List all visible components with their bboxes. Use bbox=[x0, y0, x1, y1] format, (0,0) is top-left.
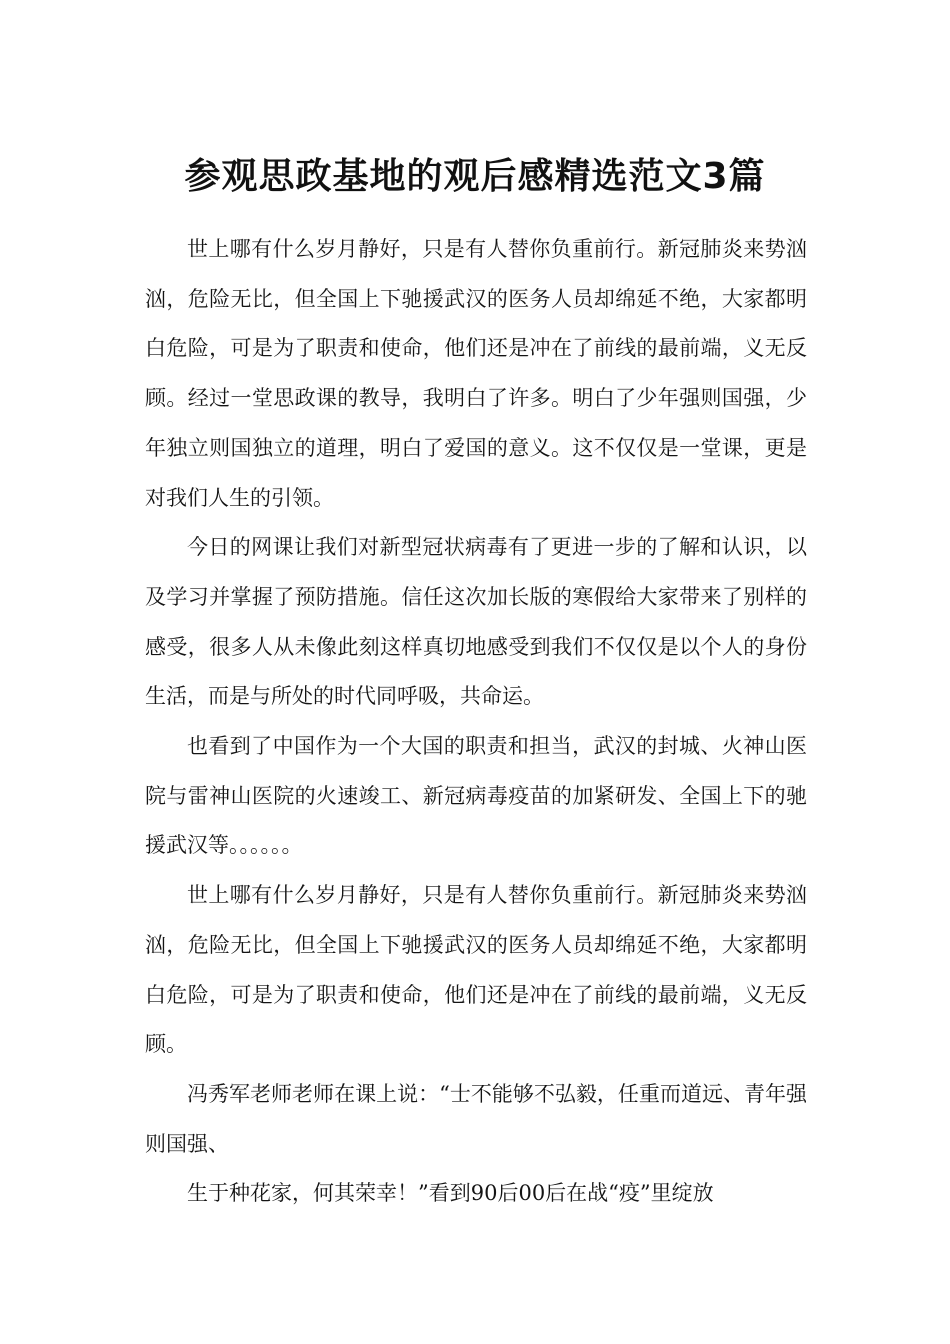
paragraph-4: 世上哪有什么岁月静好，只是有人替你负重前行。新冠肺炎来势汹汹，危险无比，但全国上下驰援武汉的医务人员却绵延不绝，大家都明白危险，可是为了职责和使命，他们还是冲在了前线的最前端，义无反顾。 bbox=[145, 883, 807, 1057]
document-title: 参观思政基地的观后感精选范文3篇 bbox=[184, 156, 766, 198]
paragraph-6: 生于种花家，何其荣幸！”看到90后00后在战“疫”里绽放 bbox=[187, 1181, 714, 1206]
paragraph-2: 今日的网课让我们对新型冠状病毒有了更进一步的了解和认识，以及学习并掌握了预防措施。信任这次加长版的寒假给大家带来了别样的感受，很多人从未像此刻这样真切地感受到我们不仅仅是以个人的身份生活，而是与所处的时代同呼吸，共命运。 bbox=[145, 535, 807, 709]
paragraph-1: 世上哪有什么岁月静好，只是有人替你负重前行。新冠肺炎来势汹汹，危险无比，但全国上下驰援武汉的医务人员却绵延不绝，大家都明白危险，可是为了职责和使命，他们还是冲在了前线的最前端，义无反顾。经过一堂思政课的教导，我明白了许多。明白了少年强则国强，少年独立则国独立的道理，明白了爱国的意义。这不仅仅是一堂课，更是对我们人生的引领。 bbox=[145, 237, 807, 510]
paragraph-3: 也看到了中国作为一个大国的职责和担当，武汉的封城、火神山医院与雷神山医院的火速竣工、新冠病毒疫苗的加紧研发、全国上下的驰援武汉等。。。。。。 bbox=[145, 734, 807, 858]
paragraph-5: 冯秀军老师老师在课上说：“士不能够不弘毅，任重而道远、青年强则国强、 bbox=[145, 1081, 807, 1156]
document-body bbox=[145, 225, 807, 1219]
